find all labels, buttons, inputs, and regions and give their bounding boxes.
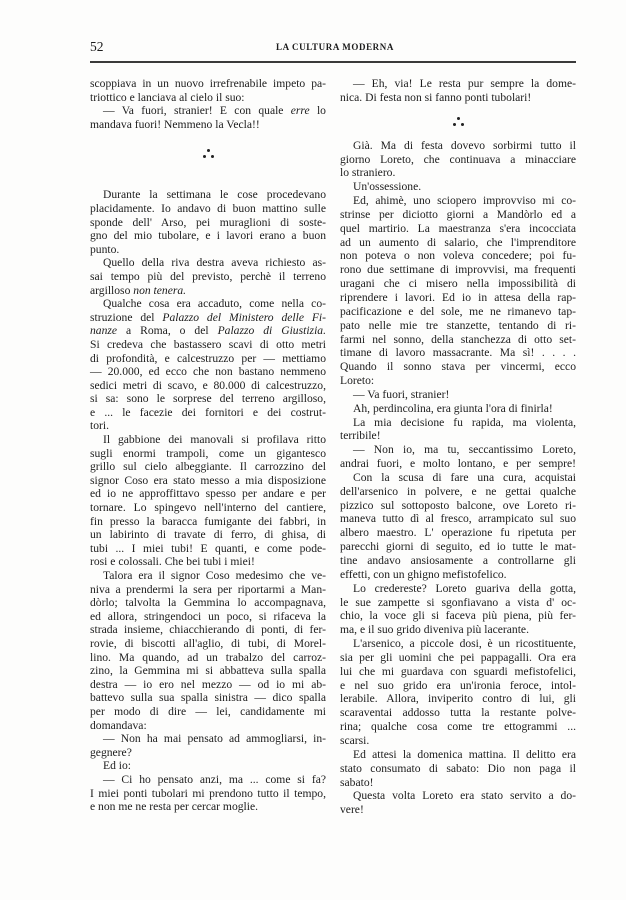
text-line: rosi e colossali. Che bei tubi i miei! <box>90 555 255 569</box>
text-line: niva a prendermi la sera per riportarmi a Man- <box>90 582 326 596</box>
text-line: pizzico sul sottoposto balcone, ove Loreto ri- <box>340 498 576 512</box>
header-rule <box>90 61 576 63</box>
text-line: triottico e lanciava al cielo il suo: <box>90 90 245 104</box>
text-line: signor Coso era stato messo a mia disposizione <box>90 473 326 487</box>
text-line: giorno Loreto, che continuava a minacciare <box>340 152 576 166</box>
text-line: Quando il sonno stava per vincermi, ecco <box>340 360 576 374</box>
text-line: mandava fuori! Nemmeno la Vecla!! <box>90 117 260 131</box>
text-run: — Va fuori, stranier! E con quale <box>103 104 291 118</box>
text-line: maneva tutto dì al fresco, arrampicato sul suo <box>340 512 576 526</box>
text-line: sugli enormi trampoli, come un gigantesco <box>90 446 326 460</box>
text-line: battevo sulla sua spalla sinistra — dico spalla <box>90 691 326 705</box>
text-line: gegnere? <box>90 745 132 759</box>
text-line: Durante la settimana le cose procedevano <box>103 188 326 202</box>
page-number: 52 <box>90 39 104 54</box>
text-line: non poteva o non voleva concedere; poi fu- <box>340 249 576 263</box>
text-line: Ed io: <box>103 759 132 773</box>
text-line: I miei ponti tubolari mi prendono tutto il tempo, <box>90 786 326 800</box>
text-line: — Non io, ma tu, seccantissimo Loreto, <box>353 443 576 457</box>
text-line: strada insieme, chiacchierando di ponti, di fer- <box>90 623 326 637</box>
text-line: punto. <box>90 242 120 256</box>
text-line: lerabile. Allora, inviperito contro di lui, gli <box>340 692 576 706</box>
text-block <box>90 77 326 131</box>
text-line: terribile! <box>340 429 381 443</box>
text-line: — Ci ho pensato anzi, ma ... come si fa? <box>103 772 326 786</box>
text-line: pacificazione e del sole, me ne rimanevo tap- <box>340 304 576 318</box>
text-line: ed io ne approffittavo spesso per andare e per <box>90 487 326 501</box>
text-line: Quello della riva destra aveva richiesto as- <box>103 256 326 270</box>
text-line <box>90 284 326 298</box>
italic-text: erre <box>290 104 310 118</box>
text-run: struzione del <box>90 310 163 324</box>
text-run: argilloso <box>90 283 134 297</box>
text-line: sabato! <box>340 775 374 789</box>
text-line: Il gabbione dei manovali si profilava ritto <box>103 433 326 447</box>
text-line: ed allora, stringendoci un poco, si rifaceva la <box>90 609 326 623</box>
text-line: Qualche cosa era accaduto, come nella co- <box>103 297 326 311</box>
text-line: — Non ha mai pensato ad ammogliarsi, in- <box>103 732 326 746</box>
text-line: Già. Ma di festa dovevo sorbirmi tutto il <box>353 138 576 152</box>
text-line: e nel suo grido era un'ironia feroce, intol- <box>340 678 576 692</box>
text-line: per modo di dire — lei, candidamente mi <box>90 704 326 718</box>
text-block <box>90 188 326 813</box>
text-line: scaraventai addosso tutta la restante polve- <box>340 706 576 720</box>
text-line: — 20.000, ed ecco che non bastano nemmeno <box>90 365 326 379</box>
text-line: tornare. Lo spingevo nell'interno del cantiere, <box>90 501 326 515</box>
text-line: rono due settimane di improvvisi, ma frequenti <box>340 263 576 277</box>
text-line: grillo sul cielo albeggiante. Il carrozzino del <box>90 460 326 474</box>
text-line: La mia decisione fu rapida, ma violenta, <box>353 415 576 429</box>
text-line: Con la scusa di fare una cura, acquistai <box>353 470 576 484</box>
text-line: quel martirio. La maestranza s'era incocciata <box>340 221 576 235</box>
text-line: andrai fuori, e molto lontano, e per sempre! <box>340 457 576 471</box>
text-line: timane di lavoro massacrante. Ma sì! . . . . <box>340 346 576 360</box>
text-line: domandava: <box>90 718 147 732</box>
text-line: ad un aumento di salario, che l'imprenditore <box>340 235 576 249</box>
asterism-divider <box>340 105 576 139</box>
text-line: e ... le facezie dei fornitori e dei costrut- <box>90 405 326 419</box>
text-line: Si credeva che bastassero scavi di otto metri <box>90 337 326 351</box>
text-block <box>340 77 576 105</box>
text-line: Talora era il signor Coso medesimo che ve- <box>103 569 326 582</box>
right-column <box>340 77 576 817</box>
text-line: placidamente. Io andavo di buon mattino sulle <box>90 201 326 215</box>
text-line: — Eh, via! Le resta pur sempre la dome- <box>353 77 576 90</box>
text-line: sponde dell' Arso, pei muraglioni di soste- <box>90 215 326 229</box>
text-line: lui che mi guardava con sguardi mefistofelici, <box>340 664 576 678</box>
text-line: un labirinto di travate di ferro, di ghisa, di <box>90 528 326 542</box>
italic-text: non tenera. <box>133 283 187 297</box>
text-line: dòrlo; talvolta la Gemmina lo accompagnava, <box>90 596 326 610</box>
text-line: sai tempo più del previsto, perchè il terreno <box>90 269 326 283</box>
text-run: lo <box>309 104 326 118</box>
text-line: e non me ne resta per cercar moglie. <box>90 800 259 814</box>
text-line: zino, la Gemmina mi si abbatteva sulla spalla <box>90 664 326 678</box>
text-line: vere! <box>340 803 364 817</box>
text-line: strinse per diciotto giorni a Mandòrlo ed a <box>340 207 576 221</box>
text-line: uragani che ci misero nella impossibilità di <box>340 277 576 291</box>
text-line: scarsi. <box>340 733 370 747</box>
text-line: di profondità, e calcestruzzo per — mettiamo <box>90 351 326 365</box>
italic-text: Palazzo di Giustizia. <box>217 324 326 338</box>
left-column <box>90 77 326 814</box>
text-line <box>90 324 326 338</box>
text-line: — Va fuori, stranier! <box>353 387 450 401</box>
text-line: Questa volta Loreto era stato servito a do- <box>353 789 576 803</box>
text-line: Lo credereste? Loreto guariva della gotta, <box>353 581 576 595</box>
asterism-divider <box>90 131 326 188</box>
text-line: sia per gli uomini che pei pappagalli. Ora era <box>340 650 576 664</box>
running-title: LA CULTURA MODERNA <box>276 42 394 52</box>
text-line: fin presso la baracca fumigante dei fabbri, in <box>90 514 326 528</box>
text-line: le sue zampette si sgonfiavano a vista d' oc- <box>340 595 576 609</box>
italic-text: nanze <box>90 324 118 338</box>
text-line: chio, la voce gli si faceva più piena, più fer- <box>340 609 576 623</box>
text-line: gno del mio tubolare, e i lavori erano a buon <box>90 229 326 243</box>
text-line: pato nelle mie tre stanzette, tentando di ri- <box>340 318 576 332</box>
text-line: dell'arsenico in polvere, e ne gettai qualche <box>340 484 576 498</box>
text-line: riprendere i lavori. Ed io in attesa della rap- <box>340 290 576 304</box>
text-line: farmi nel sonno, della stanchezza di otto set- <box>340 332 576 346</box>
text-line <box>90 104 326 118</box>
italic-text: Palazzo del Ministero delle Fi- <box>162 310 326 324</box>
text-line: Ed attesi la domenica mattina. Il delitto era <box>353 747 576 761</box>
text-line: Ed, ahimè, uno sciopero improvviso mi co- <box>353 194 576 208</box>
text-line: nica. Di festa non si fanno ponti tubolari! <box>340 90 532 104</box>
text-line: lo straniero. <box>340 166 396 180</box>
text-line: sedici metri di scavo, e 80.000 di calcestruzzo, <box>90 378 326 392</box>
text-line: rovie, di biscotti all'aglio, di tubi, di Morel- <box>90 636 326 650</box>
text-line: tori. <box>90 419 109 433</box>
text-line: lino. Ma quando, ad un trabalzo del carroz- <box>90 650 326 664</box>
text-line: parecchi giorni di seguito, ed io tutte le mat- <box>340 540 576 554</box>
text-run: a Roma, o del <box>117 324 218 338</box>
text-line: tine andavo ansiosamente a controllarne gli <box>340 554 576 567</box>
text-line: stato consumato di sabato: Dio non paga il <box>340 761 576 775</box>
text-line: scoppiava in un nuovo irrefrenabile impeto pa- <box>90 77 326 90</box>
text-block <box>340 139 576 817</box>
text-line: rina; qualche cosa come tre ettogrammi ... <box>340 720 576 734</box>
text-line: Loreto: <box>340 374 375 388</box>
text-line: tubi ... I miei tubi! E quanti, e come pode- <box>90 541 326 555</box>
text-line: ma, e il suo grido diveniva più lacerante. <box>340 623 529 637</box>
text-line <box>90 311 326 325</box>
text-line: effetti, con un ghigno mefistofelico. <box>340 567 507 581</box>
text-line: L'arsenico, a piccole dosi, è un ricostituente, <box>353 637 576 651</box>
text-line: albero maestro. L' operazione fu ripetuta per <box>340 526 576 540</box>
text-line: si sa: sono le sorprese del terreno argilloso, <box>90 392 326 406</box>
text-line: destra — io ero nel mezzo — od io mi ab- <box>90 677 326 691</box>
text-line: Ah, perdincolina, era giunta l'ora di finirla! <box>353 401 553 415</box>
text-line: Un'ossessione. <box>353 180 422 194</box>
